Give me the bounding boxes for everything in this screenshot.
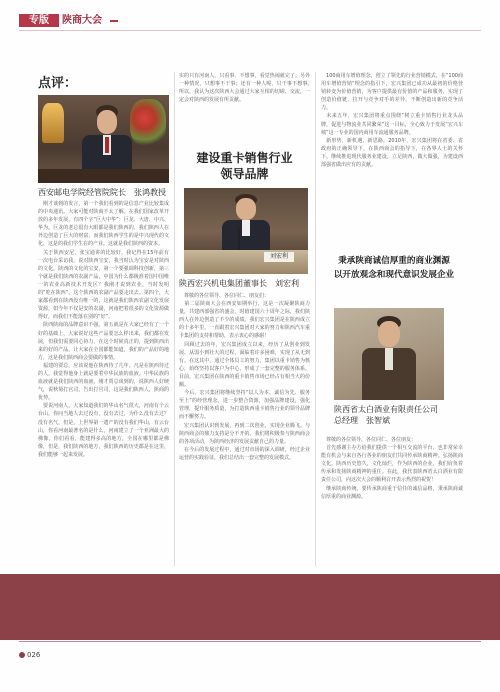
taibai-article-body — [321, 436, 463, 566]
taibai-paragraph: 继承陕商传统，要传承陕商重于信任的诚信品格，秉承陕商诚信厚重的商业渊源。 — [321, 485, 463, 500]
header-divider — [19, 30, 481, 31]
column-divider-left — [174, 72, 175, 566]
article-title-line: 建设重卡销售行业 — [196, 151, 293, 165]
article-title-hongxing — [179, 150, 310, 182]
section-title: 陕商大会 — [62, 15, 102, 26]
section-tag: 专版 — [19, 14, 59, 27]
award-trophy — [42, 103, 64, 143]
nameplate: 刘宏利 — [264, 252, 294, 262]
right-top-paragraph: 新形势，新机遇，新思路。2010年，宏兴集团将在省委、省政府的正确领导下，在陕西商会的指导下，在各界人士的关怀下，继续推进现代服务业建设，立足陕西，做大做强，为建设西部强省做出应有的贡献。 — [321, 137, 463, 169]
footer-divider — [19, 641, 481, 642]
article-title-line: 秉承陕商诚信厚重的商业渊源 — [338, 256, 450, 266]
article-title-line: 领导品牌 — [220, 167, 269, 181]
right-top-paragraph: 100商用车增值理念，创立了领先的行业营销模式，在“100商用车增值营销”理念的指引下，宏兴集团已成功从最初的价格营销转变为价值营销，为客户提供最有价值的产品和服务，实现了创造价值链，拉开与竞争对手的差异，不断创造出新的竞争活力。 — [321, 73, 463, 112]
desk — [38, 169, 169, 183]
right-top-text — [321, 72, 463, 240]
section-title-underline — [110, 20, 118, 22]
right-top-paragraph: 未来五年，宏兴集团将重点围绕“树立重卡销售行业龙头品牌，促进与物流业共同繁荣”这一目标，全心致力于发展“宏兴车城”这一专业的国内商用车流通服务品牌。 — [321, 113, 463, 136]
hongxing-paragraph: 在今后的发展过程中，通过对市场的深入调研，经过企业运营的实践验证，我们总结出一套完整的发展模式。 — [179, 446, 310, 461]
middle-top-paragraph: 实的只有河南人，只看事，不想事，看觉热闹就完了；另外一种情况，只想事不干事；还有一种人呢，只干事不想事。 所以，我认为这次陕西大会通过大家互相的切磋、交流，一定会对陕西的发展有所贡献。 — [179, 73, 316, 104]
general-manager-company: 陕西省太白酒业有限责任公司 — [334, 405, 438, 414]
footer-color-band — [0, 574, 500, 640]
professor-photo — [38, 95, 169, 183]
chairman-figure — [222, 194, 270, 254]
general-manager-photo — [334, 308, 444, 400]
page-marker-icon — [19, 652, 25, 658]
taibai-paragraph: 首先感谢主办方给我们提供一个相互交流的平台，也非常荣幸能有机会与来自各行各业的朋友们共同传承陕商精神。弘扬陕商文化，陕西历史悠久，文化灿烂，作为陕西的企业，我们肩负着传承和发扬陕商精神的重任。在此，我代表陕西省太白酒业有限责任公司，向这次大会的顺利召开表示热烈的祝贺！ — [321, 445, 463, 484]
hongxing-paragraph: 今后，宏兴集团将继续坚持“以人为本、诚信为先、服务至上”的经营理念，进一步整合资源，加强品牌建设，强化管理，提升服务质量，为打造陕西重卡销售行业的领导品牌而不懈努力。 — [179, 390, 310, 421]
hongxing-paragraph: 尊敬的各位领导、各位同仁、朋友们： — [179, 293, 270, 299]
column-divider-right — [315, 72, 316, 566]
hongxing-paragraph: 回顾过去的年，宏兴集团成立以来，经历了从创业到发展、从弱小到壮大的过程，面临着许多困难，实现了从无到有。在这其中，通过全体员工的努力，集团以重卡销售为核心，始终坚持以客户为中心，形成了一套完整的服务体系。目前，宏兴集团在陕西的重卡销售市场已经占有相当大的份额。 — [179, 341, 310, 389]
chairman-caption: 陕西宏兴机电集团董事长 刘宏利 — [179, 279, 299, 288]
professor-caption: 西安邮电学院经管院院长 张鸿教授 — [38, 188, 166, 197]
commentary-paragraph: 关于陕西安尼，张宝通讲的比较好，我记得在15年前有一次电台采访我，说对陕西宝安，我当时认为宝安是对陕西的文化。陕西的文化的宝安，第一个要强调科技创新，第三个就是我们陕西的农副产品，中国为什么都极准着国中国唯一的农业高新技术开发区？我刚才说到农业，当时发明的“吃在陕西”，这个陕西的农副产品要走出去。第四个，大家都看到在陕西没有唯一的，这就是我们陕西农副文化发展资源，如今年不仅是安的农副，河南把着很多的文化资源做得好，而我们不能落在别的“好”。 — [38, 249, 169, 321]
page-number — [19, 651, 40, 659]
hongxing-article-body — [179, 292, 310, 566]
commentary-paragraph: 福建的贾总，应该说他在陕西待了几年。凡是在陕西待过的人，我觉得他身上就是要着中华民族的血液。中华民族的血液就是我们陕西的血液。刚才贾总谈到的，说陕西人好硬气，说秋菊打官司，告出打官司，这是我们陕西人，陕商的优势。 — [38, 362, 169, 402]
commentary-heading: 点评： — [38, 76, 78, 91]
page-number-text: 026 — [27, 651, 41, 659]
commentary-body — [38, 200, 169, 566]
middle-top-text — [179, 72, 316, 146]
taibai-paragraph: 尊敬的各位领导、各位同仁、各位朋友： — [321, 437, 417, 443]
chairman-photo — [184, 188, 308, 274]
commentary-paragraph: 要说河南人，大家知道我们的华山名气很大，河南有个云台山，你问当地人去过没有，没有去过，为什么没有去过？没有名气，但是，上世界第一遗产的没有我们华山，有云台山，你看河南最著名的是什么，河南建立了一个亚洲最大的佛像，你们看看，能建得多高的地方，全国在哪里都是佛像，但是，我们陕西的地方，我们陕西的历史都是在这里，我们能够一起来发展。 — [38, 403, 169, 458]
bouquet-decoration — [130, 99, 166, 147]
commentary-paragraph: 陕西陕商的品牌意识不强。第五就是在大家已经有了一个好的基础上，大家说好这些产品要怎么样出来，我们都在发展，但我们需要同心协力，在这个时候真正的，提到陕西出来的好的产品，让大家在全国都能知道，我们的产品好的地方，这是我们陕西商会要做的事情。 — [38, 322, 169, 361]
article-title-taibai — [321, 254, 467, 282]
article-title-line: 以开放观念和现代意识发展企业 — [333, 270, 455, 280]
hongxing-paragraph: 第二届陕商大会在西安如期举行，这是一次凝聚陕商力量，共建西部强省的盛会，时值建国六十周年之际，我们陕西人在外边创造了不少的成绩。我们宏兴集团是在陕西成立的十多年里，一直跟着宏兴集团对大家的努力和陕西汽车重卡集团的支持和帮助，表示衷心的感谢！ — [179, 301, 310, 340]
general-manager-figure — [362, 316, 416, 400]
hongxing-paragraph: 宏兴集团认识到发展，再到二次创业，实现企业腾飞。与陕西商会的鼎力支持是分不开的。我们将积极参与陕西商会的各项活动，为陕西经济的发展贡献自己的力量。 — [179, 422, 310, 445]
general-manager-caption — [334, 404, 474, 426]
general-manager-title: 总经理 张智斌 — [334, 416, 390, 425]
commentary-paragraph: 刚才谈到的发言，第一个我们看到的是信息产业比较集成的中央通讯。大家可能对陕商不太了解。在我们国家改革开放的多年发展，有四个字“巨大中华”：巨龙、大唐、中兴、华为。巨龙的老总很有大眼都是我们陕西的，我们陕西人在外边创造了巨大的财富，而我们陕西学生的是中兴现代的文化，这是的我们学生在的产业。这就是我们陕西的资本。 — [38, 201, 169, 248]
